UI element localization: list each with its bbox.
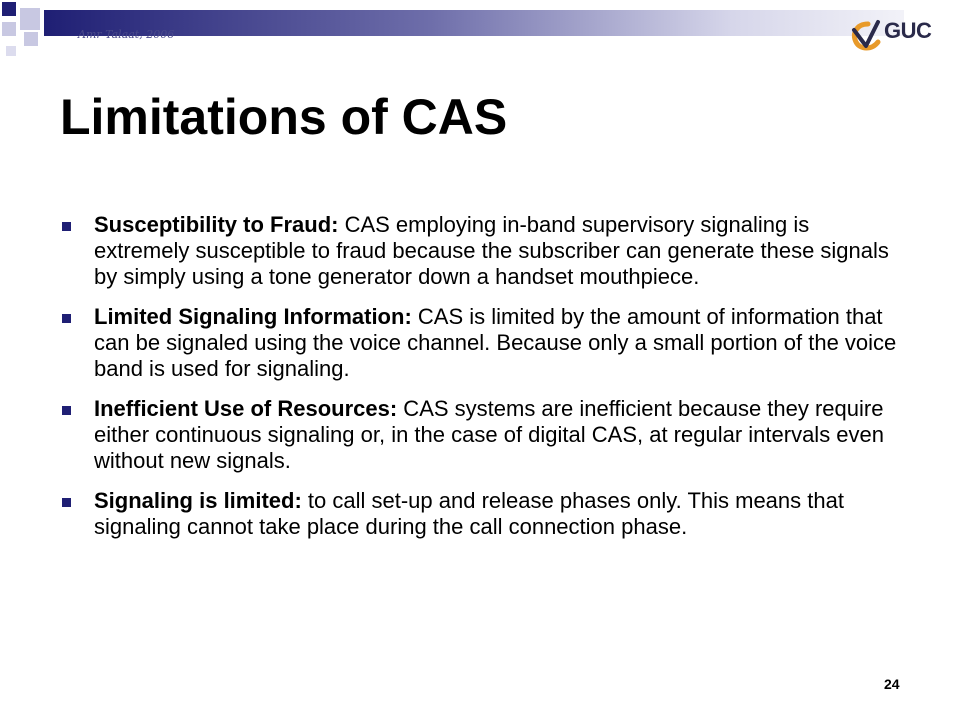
bullet-term: Inefficient Use of Resources: [94,396,398,421]
decor-square [6,46,16,56]
logo-text: GUC [884,18,932,43]
decor-square [20,8,40,30]
bullet-text: CAS systems are inefficient because they require either continuous signaling or, in the case of digital CAS, at regular intervals even without new signals. [94,396,885,473]
author-credit: Amr Talaat, 2006 [78,28,175,41]
decor-square [2,22,16,36]
square-bullet-icon [62,406,71,415]
page-number: 24 [884,676,900,692]
decor-square [24,32,38,46]
bullet-term: Limited Signaling Information: [94,304,412,329]
bullet-item [62,212,902,290]
bullet-list [62,212,902,554]
bullet-term: Susceptibility to Fraud: [94,212,339,237]
square-bullet-icon [62,314,71,323]
bullet-item [62,488,902,540]
slide-title: Limitations of CAS [60,89,508,145]
bullet-item [62,396,902,474]
bullet-term: Signaling is limited: [94,488,302,513]
square-bullet-icon [62,222,71,231]
bullet-text: to call set-up and release phases only. This means that signaling cannot take place during the call connection phase. [94,488,844,539]
bullet-text: CAS employing in-band supervisory signaling is extremely susceptible to fraud because the subscriber can generate these signals by simply using a tone generator down a handset mouthpiece. [94,212,889,289]
bullet-item [62,304,902,382]
bullet-text: CAS is limited by the amount of information that can be signaled using the voice channel. Because only a small portion of the voice band is used for signaling. [94,304,897,381]
square-bullet-icon [62,498,71,507]
decor-square [2,2,16,16]
